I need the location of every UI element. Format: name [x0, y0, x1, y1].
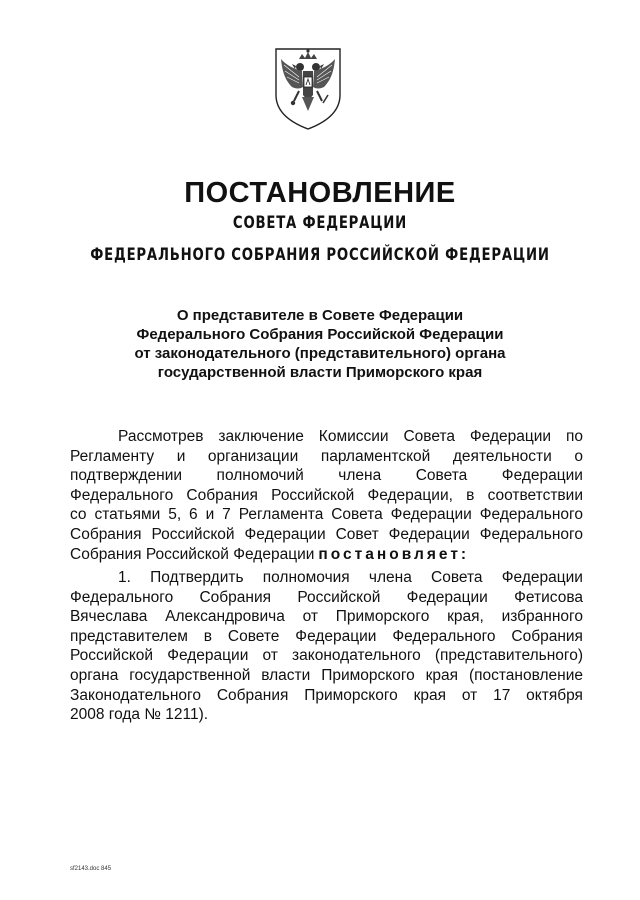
word: со	[70, 506, 87, 524]
text-line	[70, 627, 583, 647]
word: статьями	[94, 506, 161, 524]
text-line	[70, 545, 583, 565]
word: края	[413, 686, 447, 704]
text-line	[70, 525, 583, 545]
preamble-paragraph	[70, 427, 583, 564]
text-line	[70, 686, 583, 706]
word: организации	[207, 447, 299, 465]
subject-line: О представителе в Совете Федерации	[176, 307, 464, 324]
word: Федерального	[479, 525, 583, 543]
word: Федерации	[244, 525, 326, 543]
word: Законодательного	[70, 686, 201, 704]
word: по	[565, 428, 583, 445]
word: (постановление	[468, 666, 583, 684]
word: Российской	[70, 647, 154, 665]
word: полномочий	[216, 467, 304, 485]
word: Вячеслава	[70, 608, 148, 626]
text-line	[70, 505, 583, 525]
word: (представительного)	[434, 647, 583, 665]
word: Собрания	[216, 686, 289, 704]
word: в	[203, 627, 212, 645]
word: Федерации	[406, 588, 488, 606]
text-line	[70, 568, 583, 588]
word: Совета	[431, 569, 483, 586]
word: Приморского	[335, 608, 430, 626]
word: Российской	[297, 588, 381, 606]
word: члена	[368, 569, 412, 586]
text-line	[70, 588, 583, 608]
issuer-line-1: СОВЕТА ФЕДЕРАЦИИ	[232, 213, 408, 233]
word: октября	[526, 686, 583, 704]
word: Федерального	[392, 627, 496, 645]
subject-line: Федерального Собрания Российской Федерации	[136, 326, 504, 343]
issuer-line-2: ФЕДЕРАЛЬНОГО СОБРАНИЯ РОССИЙСКОЙ ФЕДЕРАЦИИ	[90, 245, 550, 265]
word: 6	[189, 506, 198, 524]
word: законодательного	[292, 647, 421, 665]
document-subject	[80, 306, 560, 382]
word: Федерации	[388, 525, 470, 543]
word: власти	[261, 666, 311, 684]
clause-1-paragraph	[70, 568, 583, 725]
text-line	[70, 486, 583, 506]
word: Регламента	[238, 506, 324, 524]
word: Совет	[335, 525, 379, 543]
coat-of-arms-icon	[272, 45, 344, 131]
word: Федерации	[390, 506, 472, 524]
word: Федерации	[501, 569, 583, 586]
text-line	[70, 705, 583, 725]
word: Федерации	[295, 627, 377, 645]
word: Собрания	[199, 588, 272, 606]
word: органа	[70, 666, 119, 684]
footer-file-code: sf2143.doc 845	[70, 866, 112, 872]
word: 5,	[168, 506, 182, 524]
text-line	[70, 447, 583, 467]
text-line	[70, 646, 583, 666]
text-line	[70, 427, 583, 447]
word: Фетисова	[514, 588, 583, 606]
word: Федерации	[469, 428, 552, 445]
word: деятельности	[452, 447, 552, 465]
word: Собрания	[511, 627, 583, 645]
word: края	[425, 666, 459, 684]
word: от	[302, 608, 319, 626]
word: 1.	[118, 569, 131, 586]
subject-line: государственной власти Приморского края	[157, 364, 483, 381]
word: Федерального	[479, 506, 583, 524]
word: Совете	[227, 627, 280, 645]
word: в	[466, 486, 475, 504]
word: о	[574, 447, 583, 465]
word: Федерации	[167, 647, 249, 665]
word: и	[205, 506, 215, 524]
word: Федерации,	[367, 486, 453, 504]
word: 7	[222, 506, 231, 524]
subject-line: от законодательного (представительного) органа	[134, 345, 506, 362]
document-type-title: ПОСТАНОВЛЕНИЕ	[184, 177, 456, 209]
word: избранного	[501, 608, 583, 626]
text-line	[70, 466, 583, 486]
word: Федерального	[70, 588, 174, 606]
word: Совета	[331, 506, 383, 524]
word: от	[461, 686, 478, 704]
word: Александровича	[165, 608, 285, 626]
text-line	[70, 607, 583, 627]
word: Федерации	[501, 467, 583, 485]
word: члена	[338, 467, 382, 485]
word: Совета	[415, 467, 468, 485]
decree-word: постановляет:	[318, 545, 470, 563]
word: Приморского	[321, 666, 415, 684]
word: 17	[493, 686, 511, 704]
word: Российской	[271, 486, 355, 504]
text-line	[70, 666, 583, 686]
word: государственной	[129, 666, 251, 684]
word: Регламенту	[70, 447, 155, 465]
word: и	[176, 447, 186, 465]
word: подтверждении	[70, 467, 183, 485]
word: заключение	[218, 428, 304, 445]
text-fragment: 2008 года № 1211).	[70, 706, 209, 724]
word: от	[262, 647, 278, 665]
word: Подтвердить	[150, 569, 244, 586]
word: соответствии	[487, 486, 583, 504]
word: Приморского	[304, 686, 398, 704]
word: Совета	[403, 428, 455, 445]
word: представителем	[70, 627, 188, 645]
word: полномочия	[262, 569, 350, 586]
word: Рассмотрев	[118, 428, 204, 445]
word: Российской	[151, 525, 235, 543]
text-fragment: Собрания Российской Федерации	[70, 545, 315, 563]
word: Федерального	[70, 486, 174, 504]
word: края,	[447, 608, 484, 626]
word: Собрания	[70, 525, 142, 543]
word: Комиссии	[318, 428, 389, 445]
word: парламентской	[320, 447, 431, 465]
word: Собрания	[186, 486, 258, 504]
